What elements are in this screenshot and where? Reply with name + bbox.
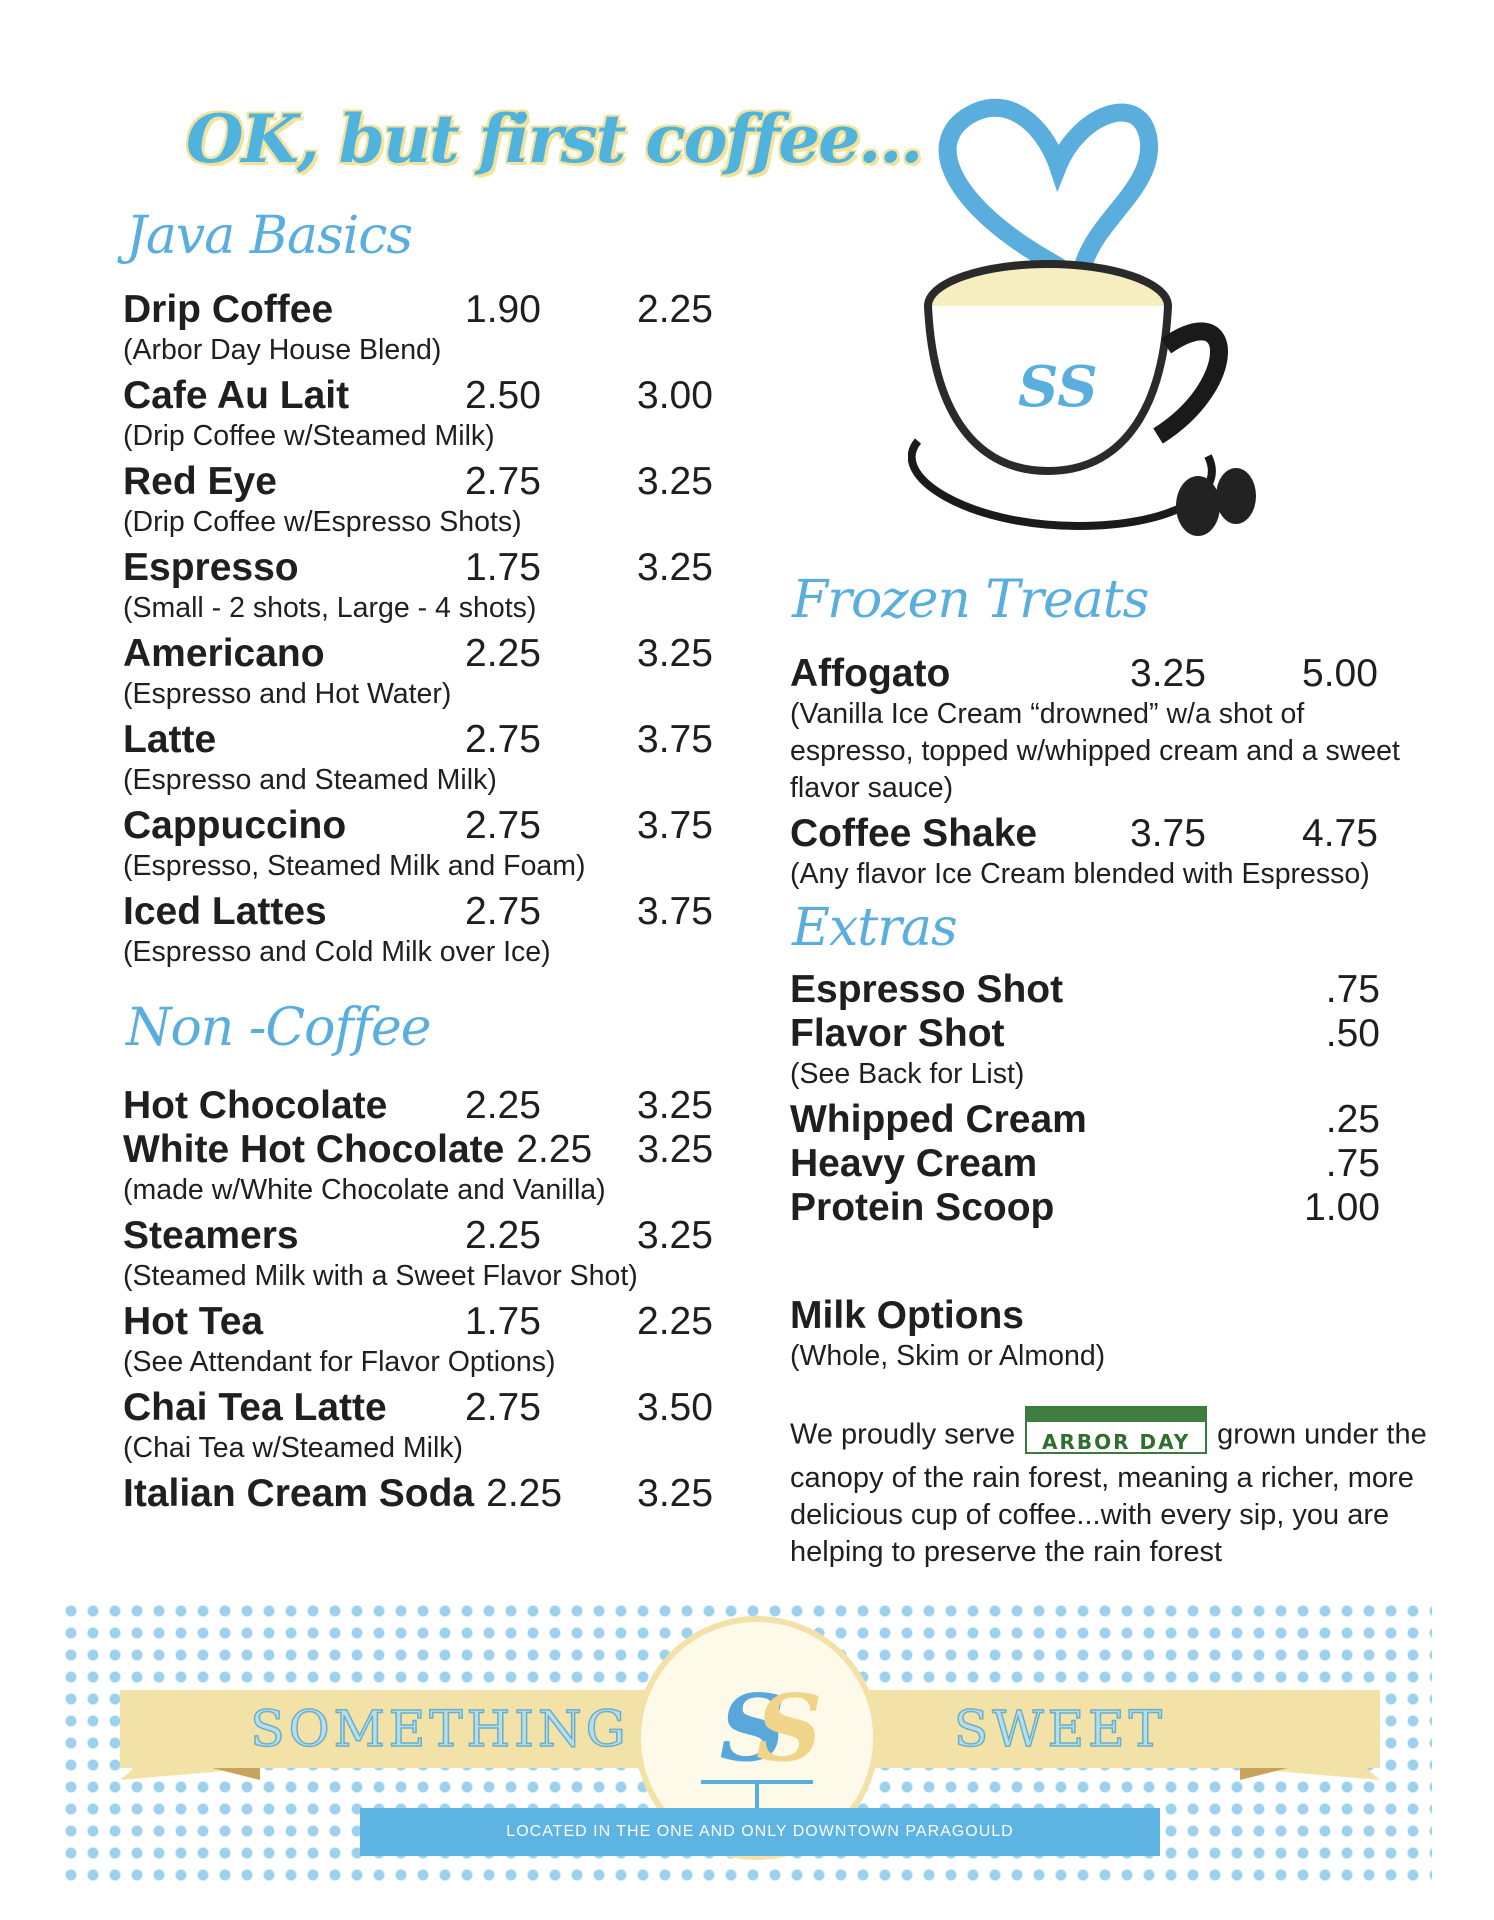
price-large: 3.75	[637, 718, 713, 761]
ribbon-sweet: SWEET	[740, 1690, 1380, 1768]
cup-handle	[1158, 331, 1219, 436]
blurb-lead: We proudly serve	[790, 1418, 1016, 1451]
menu-item-name: Italian Cream Soda	[123, 1472, 475, 1515]
emblem-letter-yellow: S	[755, 1674, 795, 1782]
price: .50	[1325, 1012, 1380, 1055]
section-title-frozen-treats: Frozen Treats	[792, 570, 1149, 630]
menu-item-name: Drip Coffee	[123, 288, 334, 331]
something-sweet-banner	[60, 1600, 1432, 1884]
emblem-monogram	[641, 1674, 873, 1782]
menu-item-name: Espresso Shot	[790, 968, 1064, 1011]
price-large: 4.75	[1302, 812, 1378, 855]
price: .75	[1325, 968, 1380, 1011]
menu-item-description: (Drip Coffee w/Steamed Milk)	[123, 420, 495, 452]
menu-item-name: Latte	[123, 718, 217, 761]
price-large: 3.75	[637, 804, 713, 847]
price-small: 1.90	[465, 288, 541, 331]
milk-options-desc: (Whole, Skim or Almond)	[790, 1340, 1106, 1372]
menu-item-row	[123, 1214, 743, 1258]
menu-item-description: (See Attendant for Flavor Options)	[123, 1346, 556, 1378]
emblem-letter-blue: S	[719, 1674, 756, 1782]
menu-item-name: Cafe Au Lait	[123, 374, 350, 417]
extras-list	[790, 968, 1410, 1230]
menu-item-row	[790, 968, 1410, 1012]
menu-item-description: (Espresso and Steamed Milk)	[123, 764, 497, 796]
menu-item-name: Protein Scoop	[790, 1186, 1055, 1229]
price-large: 3.25	[637, 1472, 714, 1515]
price-small: 2.25	[465, 1084, 541, 1127]
price-small: 2.75	[465, 890, 541, 933]
menu-item-description: (Espresso and Hot Water)	[123, 678, 452, 710]
menu-item-row	[790, 1186, 1410, 1230]
menu-item-description: (Espresso and Cold Milk over Ice)	[123, 936, 551, 968]
coffee-bean	[1216, 468, 1256, 524]
menu-item-name: Affogato	[790, 652, 951, 695]
price-large: 3.25	[637, 1084, 713, 1127]
price-small: 2.25	[486, 1472, 563, 1515]
price-small: 3.75	[1130, 812, 1206, 855]
menu-item-row	[123, 804, 743, 848]
menu-item-name: Cappuccino	[123, 804, 347, 847]
menu-item-row	[123, 1084, 743, 1128]
menu-item-description: (Drip Coffee w/Espresso Shots)	[123, 506, 522, 538]
menu-item-row	[123, 374, 743, 418]
menu-item-description: (Any flavor Ice Cream blended with Espresso)	[790, 858, 1370, 890]
menu-item-row	[123, 1472, 743, 1516]
price: .75	[1325, 1142, 1380, 1185]
price-small: 2.25	[516, 1128, 593, 1171]
menu-item-description: (Arbor Day House Blend)	[123, 334, 442, 366]
section-title-java-basics: Java Basics	[126, 206, 413, 266]
menu-item-name: Whipped Cream	[790, 1098, 1087, 1141]
menu-item-row	[123, 546, 743, 590]
price: 1.00	[1304, 1186, 1380, 1229]
menu-item-row	[123, 288, 743, 332]
menu-item-row	[790, 812, 1450, 856]
menu-item-description: (Chai Tea w/Steamed Milk)	[123, 1432, 464, 1464]
menu-item-row	[123, 1128, 743, 1172]
price-large: 5.00	[1302, 652, 1378, 695]
frozen-treats-list	[790, 652, 1450, 898]
price-large: 3.50	[637, 1386, 713, 1429]
menu-item-row	[123, 1386, 743, 1430]
cup-monogram: SS	[1018, 354, 1098, 420]
price-large: 3.00	[637, 374, 713, 417]
price-small: 2.25	[465, 632, 541, 675]
menu-item-row	[123, 718, 743, 762]
price-large: 3.25	[637, 632, 713, 675]
menu-item-name: White Hot Chocolate	[123, 1128, 505, 1171]
menu-item-description: (made w/White Chocolate and Vanilla)	[123, 1174, 606, 1206]
menu-item-row	[790, 1098, 1410, 1142]
price-small: 2.75	[465, 718, 541, 761]
menu-item-row	[790, 1142, 1410, 1186]
coffee-cup-heart-steam-illustration	[908, 96, 1308, 556]
menu-item-name: Iced Lattes	[123, 890, 327, 933]
ribbon-something: SOMETHING	[120, 1690, 760, 1768]
blurb-rest: grown under the canopy of the rain forest, meaning a richer, more delicious cup of coffee...with every sip, you are helping to preserve the rain forest	[790, 1418, 1427, 1568]
menu-item-description: (Espresso, Steamed Milk and Foam)	[123, 850, 586, 882]
menu-item-row	[123, 890, 743, 934]
java-basics-list	[123, 288, 743, 976]
menu-item-name: Hot Tea	[123, 1300, 264, 1343]
section-title-extras: Extras	[792, 898, 957, 958]
menu-item-name: Heavy Cream	[790, 1142, 1038, 1185]
price-small: 1.75	[465, 1300, 541, 1343]
price-large: 2.25	[637, 288, 713, 331]
menu-item-row	[123, 1300, 743, 1344]
menu-item-name: Americano	[123, 632, 325, 675]
price-small: 2.75	[465, 1386, 541, 1429]
price-small: 2.75	[465, 460, 541, 503]
price-small: 2.50	[465, 374, 541, 417]
price-large: 3.25	[637, 546, 713, 589]
menu-item-name: Chai Tea Latte	[123, 1386, 387, 1429]
coffee-bean	[1176, 476, 1220, 536]
price-small: 2.25	[465, 1214, 541, 1257]
menu-item-name: Espresso	[123, 546, 299, 589]
menu-item-row	[123, 460, 743, 504]
price-large: 2.25	[637, 1300, 713, 1343]
price-large: 3.25	[637, 1214, 713, 1257]
menu-item-name: Coffee Shake	[790, 812, 1038, 855]
price-small: 3.25	[1130, 652, 1206, 695]
menu-item-row	[123, 632, 743, 676]
menu-item-row	[790, 652, 1450, 696]
menu-item-name: Flavor Shot	[790, 1012, 1005, 1055]
section-title-non-coffee: Non -Coffee	[126, 998, 431, 1058]
price-small: 1.75	[465, 546, 541, 589]
milk-options-title: Milk Options	[790, 1294, 1024, 1337]
menu-item-description: (Vanilla Ice Cream “drowned” w/a shot of espresso, topped w/whipped cream and a sweet flavor sauce)	[790, 698, 1400, 804]
menu-item-description: (See Back for List)	[790, 1058, 1025, 1090]
price-large: 3.75	[637, 890, 713, 933]
price-small: 2.75	[465, 804, 541, 847]
menu-item-row	[790, 1012, 1410, 1056]
arbor-day-blurb	[790, 1412, 1430, 1571]
price: .25	[1325, 1098, 1380, 1141]
non-coffee-list	[123, 1084, 743, 1516]
location-band: LOCATED IN THE ONE AND ONLY DOWNTOWN PARAGOULD	[360, 1808, 1160, 1856]
menu-item-description: (Small - 2 shots, Large - 4 shots)	[123, 592, 537, 624]
tagline: OK, but first coffee...	[186, 100, 922, 178]
arbor-day-logo-text: ARBOR DAY	[1042, 1430, 1191, 1454]
price-large: 3.25	[637, 460, 713, 503]
menu-item-name: Hot Chocolate	[123, 1084, 388, 1127]
menu-item-name: Red Eye	[123, 460, 277, 503]
menu-item-name: Steamers	[123, 1214, 299, 1257]
price-large: 3.25	[637, 1128, 714, 1171]
arbor-day-logo	[1025, 1406, 1207, 1454]
menu-item-description: (Steamed Milk with a Sweet Flavor Shot)	[123, 1260, 638, 1292]
